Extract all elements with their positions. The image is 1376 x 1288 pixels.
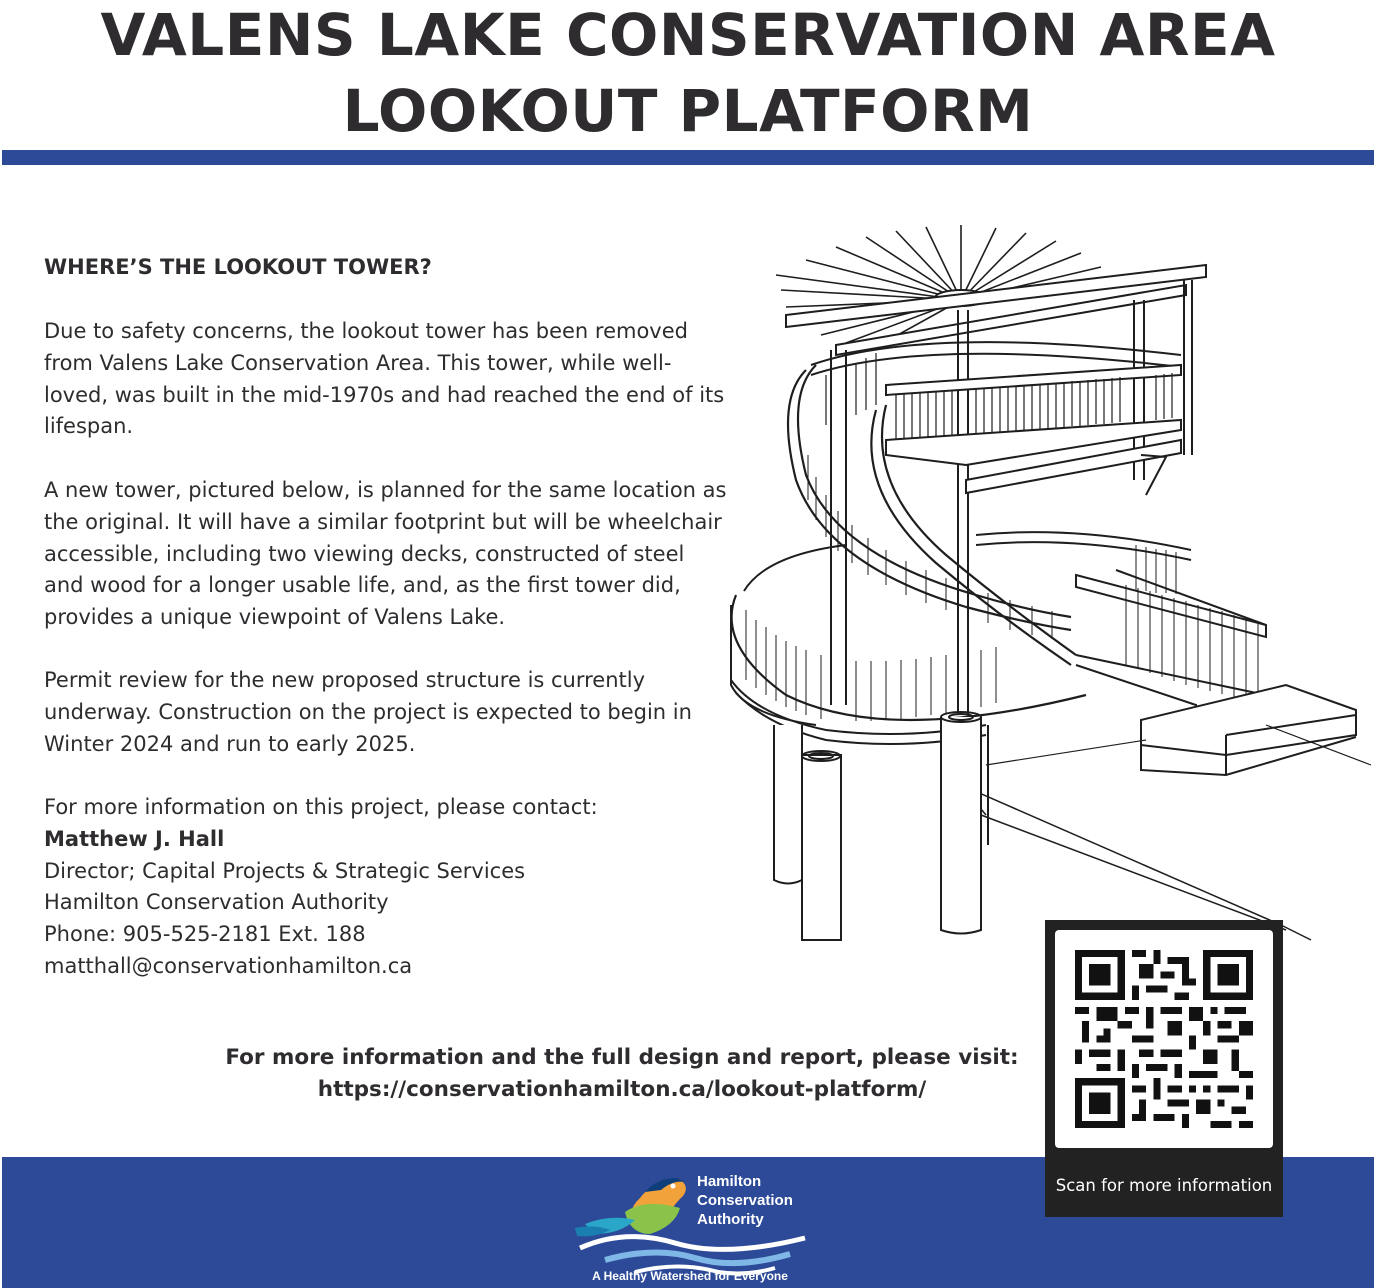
contact-phone: Phone: 905-525-2181 Ext. 188 (44, 922, 366, 947)
paragraph-line: lifespan. (44, 414, 134, 439)
more-info-callout (180, 1042, 1064, 1106)
page-title-line-2: LOOKOUT PLATFORM (342, 77, 1034, 145)
paragraph-line: and wood for a longer usable life, and, as the first tower did, (44, 573, 681, 598)
paragraph-line: the original. It will have a similar footprint but will be wheelchair (44, 509, 722, 534)
lookout-platform-drawing (726, 225, 1376, 945)
section-heading: WHERE’S THE LOOKOUT TOWER? (44, 255, 432, 279)
paragraph-line: Permit review for the new proposed structure is currently (44, 668, 646, 692)
paragraph-line: Due to safety concerns, the lookout tower has been removed (44, 319, 688, 343)
paragraph-removal (44, 316, 724, 443)
contact-organization: Hamilton Conservation Authority (44, 890, 389, 915)
paragraph-line: loved, was built in the mid-1970s and had reached the end of its (44, 382, 725, 407)
contact-name: Matthew J. Hall (44, 826, 225, 851)
paragraph-line: accessible, including two viewing decks, constructed of steel (44, 541, 685, 566)
paragraph-line: Winter 2024 and run to early 2025. (44, 731, 416, 756)
paragraph-line: A new tower, pictured below, is planned for the same location as (44, 478, 727, 502)
qr-code-background (1055, 930, 1273, 1148)
hca-logo-text (697, 1172, 793, 1229)
paragraph-line: from Valens Lake Conservation Area. This tower, while well- (44, 350, 672, 375)
logo-line-2: Conservation (697, 1192, 793, 1209)
logo-line-1: Hamilton (697, 1173, 762, 1190)
page-title-line-1: VALENS LAKE CONSERVATION AREA (100, 1, 1276, 69)
contact-intro: For more information on this project, please contact: (44, 795, 598, 819)
qr-code-panel[interactable] (1045, 920, 1283, 1217)
more-info-text: For more information and the full design and report, please visit: (225, 1045, 1019, 1070)
contact-block (44, 792, 598, 983)
paragraph-new-tower (44, 475, 726, 634)
paragraph-permit (44, 665, 692, 760)
paragraph-line: underway. Construction on the project is expected to begin in (44, 699, 692, 724)
title-divider (2, 150, 1374, 165)
more-info-link[interactable]: https://conservationhamilton.ca/lookout-platform/ (317, 1077, 927, 1102)
hca-tagline: A Healthy Watershed for Everyone (592, 1269, 788, 1283)
contact-title: Director; Capital Projects & Strategic Services (44, 858, 526, 883)
qr-caption: Scan for more information (1055, 1176, 1273, 1195)
contact-email[interactable]: matthall@conservationhamilton.ca (44, 953, 413, 978)
qr-code[interactable] (1075, 950, 1253, 1128)
paragraph-line: provides a unique viewpoint of Valens Lake. (44, 605, 506, 630)
logo-line-3: Authority (697, 1211, 764, 1228)
